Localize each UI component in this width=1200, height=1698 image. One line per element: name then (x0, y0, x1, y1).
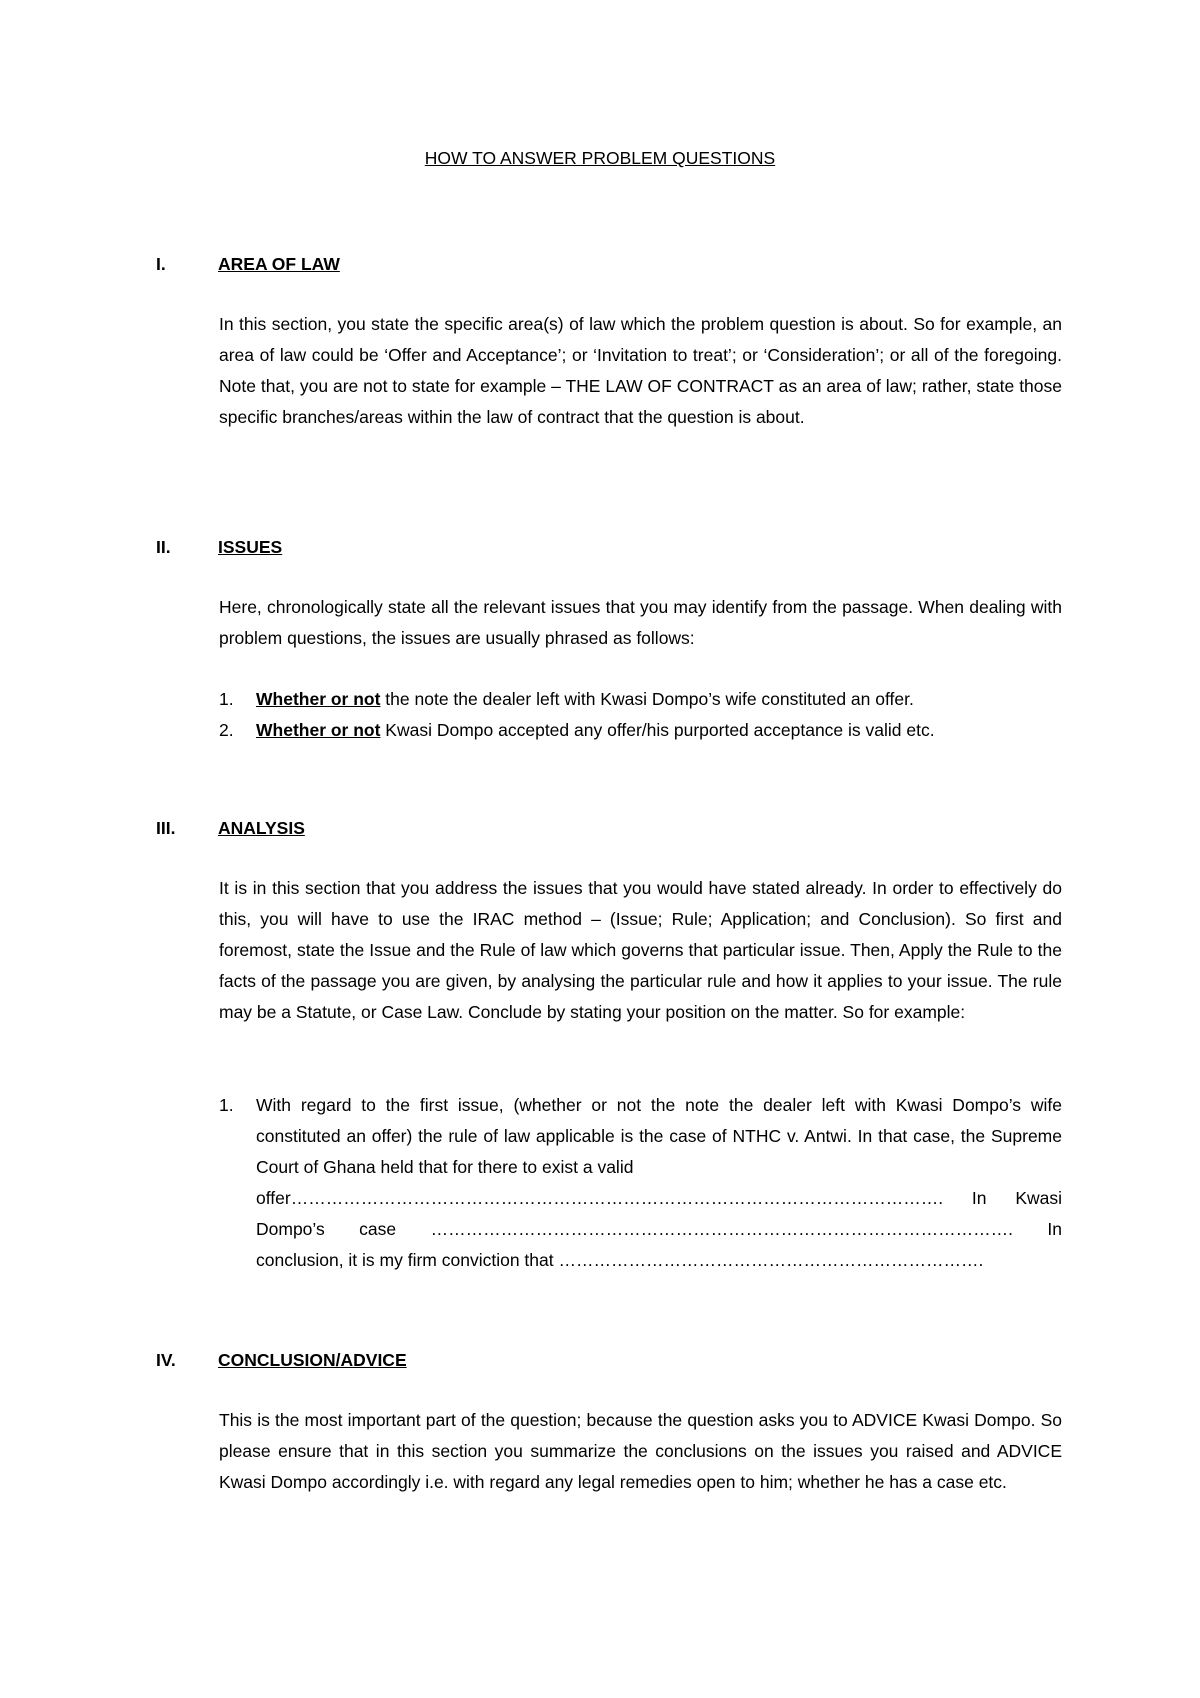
analysis-example-line (256, 1183, 1062, 1214)
issue-text: the note the dealer left with Kwasi Dompo’s wife constituted an offer. (380, 689, 914, 709)
section-heading-conclusion-advice (156, 1350, 1056, 1371)
section-number: I. (156, 254, 166, 274)
section-number: III. (156, 818, 176, 838)
section-paragraph-issues: Here, chronologically state all the relevant issues that you may identify from the passage. When dealing with problem questions, the issues are usually phrased as follows: (219, 597, 1062, 648)
fill-in-blank: ………………………………………………………………………………………. (430, 1219, 1013, 1239)
list-item (219, 684, 1062, 715)
section-paragraph-area-of-law: In this section, you state the specific area(s) of law which the problem question is about. So for example, an area of law could be ‘Offer and Acceptance’; or ‘Invitation to treat’; or ‘Consideration’; or all of the foregoing. Note that, you are not to state for example – THE LAW OF CONTRACT as an area of law; rather, state those specific branches/areas within the law of contract that the question is about. (219, 314, 1062, 427)
text-fragment: In (1047, 1219, 1062, 1239)
text-fragment: Dompo’s (256, 1219, 325, 1239)
fill-in-blank: offer…………………………………………………………………………………………………. (256, 1188, 944, 1208)
section-number: IV. (156, 1350, 176, 1370)
document-title: HOW TO ANSWER PROBLEM QUESTIONS (424, 148, 776, 168)
section-paragraph-conclusion-advice: This is the most important part of the question; because the question asks you to ADVICE Kwasi Dompo. So please ensure that in this section you summarize the conclusions on the issues you raised and ADVICE Kwasi Dompo accordingly i.e. with regard any legal remedies open to him; whether he has a case etc. (219, 1410, 1062, 1492)
list-marker: 1. (219, 689, 234, 709)
list-marker: 2. (219, 720, 234, 740)
section-heading-issues (156, 537, 1056, 558)
text-fragment: In (971, 1188, 987, 1208)
analysis-example-line: conclusion, it is my firm conviction that ………………………………………………………………. (256, 1250, 984, 1270)
section-title: ISSUES (218, 537, 283, 557)
section-paragraph-analysis: It is in this section that you address the issues that you would have stated already. In order to effectively do this, you will have to use the IRAC method – (Issue; Rule; Application; and Conclusion). So first and foremost, state the Issue and the Rule of law which governs that particular issue. Then, Apply the Rule to the facts of the passage you are given, by analysing the particular rule and how it applies to your issue. The rule may be a Statute, or Case Law. Conclude by stating your position on the matter. So for example: (219, 878, 1062, 1022)
list-item (219, 715, 1062, 746)
section-number: II. (156, 537, 171, 557)
text-fragment: Kwasi (1015, 1188, 1062, 1208)
section-heading-analysis (156, 818, 1056, 839)
section-title: CONCLUSION/ADVICE (218, 1350, 407, 1370)
issues-list (219, 684, 1062, 746)
issue-lead: Whether or not (256, 689, 381, 709)
list-marker: 1. (219, 1095, 234, 1115)
section-heading-area-of-law (156, 254, 1056, 275)
section-title: ANALYSIS (218, 818, 305, 838)
analysis-example-item (219, 1090, 1062, 1276)
analysis-example-line (256, 1214, 1062, 1245)
issue-lead: Whether or not (256, 720, 381, 740)
section-title: AREA OF LAW (218, 254, 340, 274)
text-fragment: case (359, 1219, 397, 1239)
analysis-example-text: With regard to the first issue, (whether or not the note the dealer left with Kwasi Dompo’s wife constituted an offer) the rule of law applicable is the case of NTHC v. Antwi. In that case, the Supreme Court of Ghana held that for there to exist a valid (256, 1095, 1062, 1177)
issue-text: Kwasi Dompo accepted any offer/his purported acceptance is valid etc. (380, 720, 935, 740)
analysis-example-body (256, 1090, 1062, 1276)
